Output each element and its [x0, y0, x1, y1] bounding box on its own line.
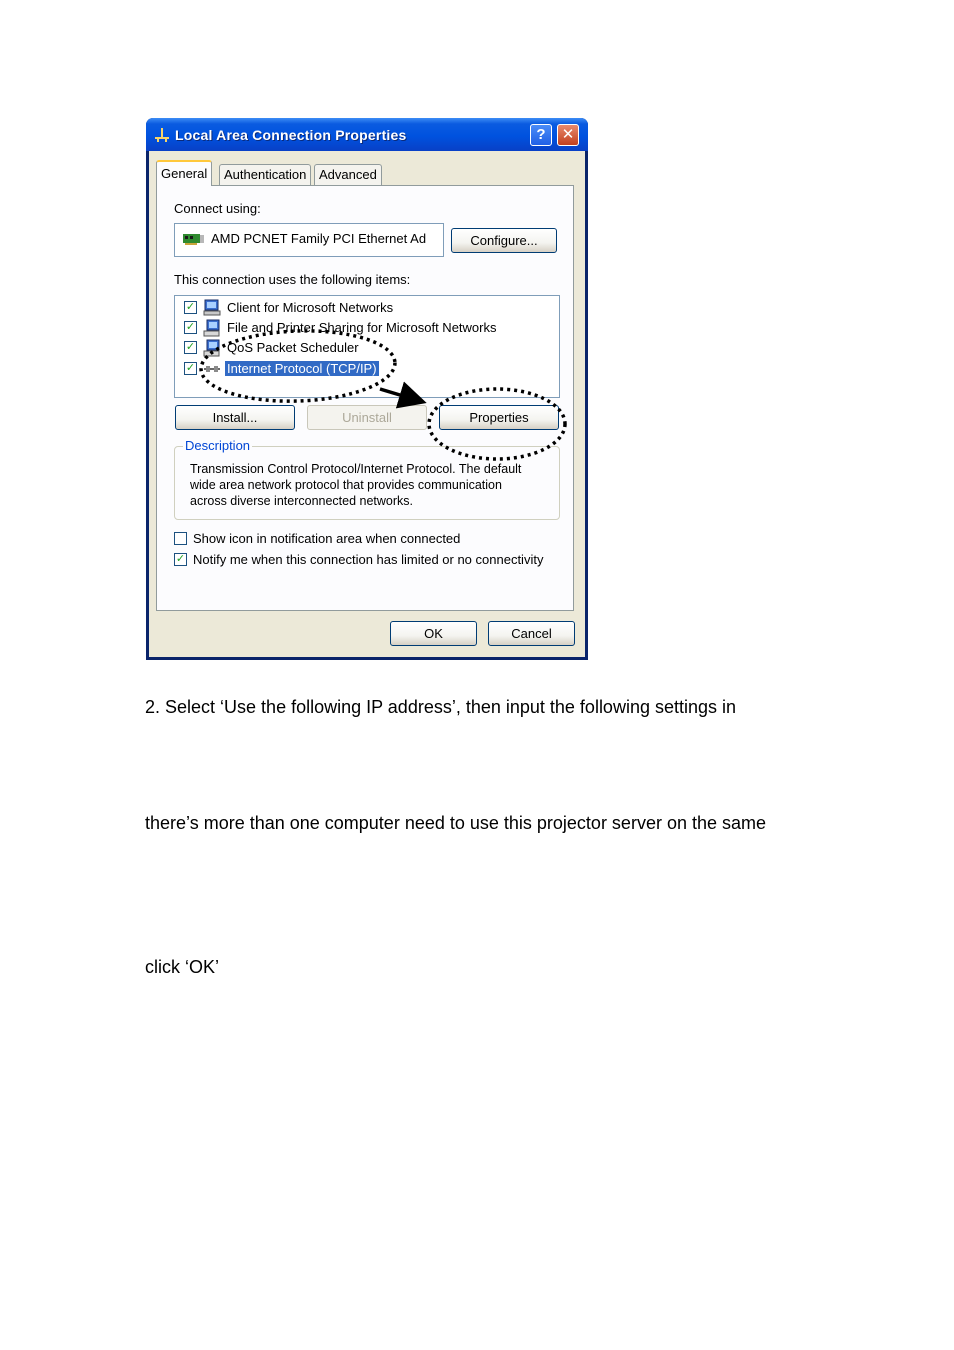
items-label: This connection uses the following items:	[174, 272, 411, 287]
description-group	[174, 438, 560, 520]
network-adapter-icon	[183, 234, 205, 246]
description-title: Description	[185, 438, 251, 453]
show-icon-option[interactable]	[174, 531, 554, 547]
tab-advanced[interactable]: Advanced	[314, 164, 382, 185]
adapter-field	[174, 223, 444, 257]
close-icon: ✕	[561, 126, 575, 143]
general-panel	[156, 185, 574, 611]
item-label: File and Printer Sharing for Microsoft Networks	[227, 320, 497, 335]
adapter-name: AMD PCNET Family PCI Ethernet Ad	[211, 231, 427, 246]
notify-option[interactable]	[174, 552, 554, 568]
close-button[interactable]	[557, 124, 579, 146]
item-label: Client for Microsoft Networks	[227, 300, 394, 315]
instruction-line-1: 2. Select ‘Use the following IP address’, then input the following settings in	[145, 697, 737, 717]
network-client-icon	[203, 299, 221, 317]
tab-authentication[interactable]: Authentication	[219, 164, 311, 185]
description-text: Transmission Control Protocol/Internet Protocol. The default wide area network protocol that provides communication across diverse interconnected networks.	[190, 462, 522, 508]
notify-label: Notify me when this connection has limited or no connectivity	[193, 552, 544, 567]
title-bar[interactable]	[146, 118, 588, 151]
notify-checkbox[interactable]: ✓	[175, 553, 186, 565]
help-button[interactable]	[530, 124, 552, 146]
item-checkbox[interactable]: ✓	[185, 341, 196, 353]
list-item[interactable]	[184, 299, 554, 317]
install-button[interactable]: Install...	[175, 405, 295, 430]
dialog-title: Local Area Connection Properties	[175, 127, 407, 143]
item-checkbox[interactable]: ✓	[185, 321, 196, 333]
ok-button[interactable]: OK	[390, 621, 477, 646]
network-service-icon	[203, 339, 221, 357]
protocol-icon	[203, 360, 221, 378]
list-item-selected[interactable]	[184, 360, 554, 378]
help-icon: ?	[536, 126, 546, 143]
list-item[interactable]	[184, 319, 554, 337]
components-list[interactable]	[174, 295, 560, 398]
network-service-icon	[203, 319, 221, 337]
show-icon-checkbox[interactable]	[174, 532, 187, 545]
item-checkbox[interactable]: ✓	[185, 301, 196, 313]
cancel-button[interactable]: Cancel	[488, 621, 575, 646]
instruction-line-2: there’s more than one computer need to use this projector server on the same	[145, 813, 767, 833]
properties-button[interactable]: Properties	[439, 405, 559, 430]
item-checkbox[interactable]: ✓	[185, 362, 196, 374]
network-connection-icon	[154, 127, 170, 143]
connect-using-label: Connect using:	[174, 201, 261, 216]
item-label: QoS Packet Scheduler	[227, 340, 359, 355]
item-label: Internet Protocol (TCP/IP)	[227, 361, 377, 376]
uninstall-button[interactable]: Uninstall	[307, 405, 427, 430]
tab-general[interactable]: General	[156, 160, 212, 186]
configure-button[interactable]: Configure...	[451, 228, 557, 253]
list-item[interactable]	[184, 339, 554, 357]
show-icon-label: Show icon in notification area when connected	[193, 531, 461, 546]
properties-dialog	[146, 118, 588, 660]
dialog-client	[149, 151, 585, 657]
instruction-line-3: click ‘OK’	[145, 957, 220, 977]
